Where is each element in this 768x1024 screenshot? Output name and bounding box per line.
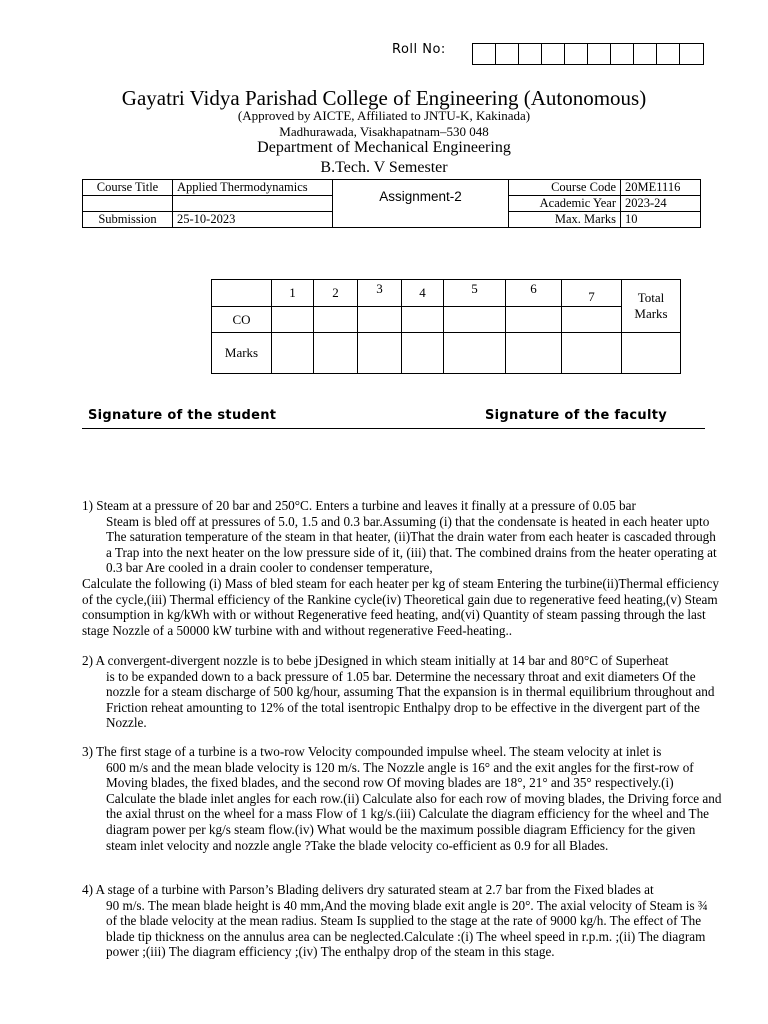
roll-no-boxes[interactable] [472, 43, 704, 65]
co-cell[interactable] [314, 307, 358, 333]
roll-no-label: Roll No: [392, 42, 446, 57]
max-marks-label: Max. Marks [509, 212, 621, 228]
empty-cell [173, 196, 333, 212]
academic-year-label: Academic Year [509, 196, 621, 212]
roll-no-box[interactable] [496, 44, 519, 64]
course-code-value: 20ME1116 [621, 180, 701, 196]
question-3-body: 600 m/s and the mean blade velocity is 120 m/s. The Nozzle angle is 16° and the exit angles for the first-row of Moving blades, the fixed blades, and the second row Of moving blades are 18°, 21° and 35° respectively.(i) Calculate the blade inlet angles for each row.(ii) Calculate also for each row of moving blades, the Driving force and the axial thrust on the wheel for a mass Flow of 1 kg/s.(iii) Calculate the diagram efficiency for the wheel and The diagram power per kg/s steam flow.(iv) What would be the maximum possible diagram Efficiency for the given steam inlet velocity and nozzle angle ?Take the blade velocity co-efficient as 0.9 for all Blades. [106, 759, 722, 853]
question-2-first-line: 2) A convergent-divergent nozzle is to bebe jDesigned in which steam initially at 14 bar and 80°C of Superheat [82, 653, 669, 668]
course-info-table [82, 179, 701, 228]
empty-cell [83, 196, 173, 212]
marks-cell[interactable] [506, 333, 562, 374]
question-1 [82, 498, 722, 638]
co-row-label: CO [212, 307, 272, 333]
submission-value: 25-10-2023 [173, 212, 333, 228]
question-col-header: 4 [402, 280, 444, 307]
co-cell[interactable] [358, 307, 402, 333]
question-1-body: Steam is bled off at pressures of 5.0, 1.5 and 0.3 bar.Assuming (i) that the condensate is heated in each heater upto The saturation temperature of the steam in that heater, (ii)That the drain water from each heater is cascaded through a Trap into the next heater on the low pressure side of it, (iii) that. The combined drains from the heater operating at 0.3 bar Are cooled in a drain cooler to condenser temperature, [106, 513, 717, 576]
marks-cell[interactable] [272, 333, 314, 374]
marks-table [211, 279, 681, 374]
marks-cell[interactable] [314, 333, 358, 374]
roll-no-box[interactable] [473, 44, 496, 64]
question-col-header: 6 [506, 280, 562, 307]
marks-cell[interactable] [358, 333, 402, 374]
co-cell[interactable] [444, 307, 506, 333]
question-col-header: 7 [562, 280, 622, 307]
college-name: Gayatri Vidya Parishad College of Engineering (Autonomous) [121, 86, 647, 110]
marks-table-corner [212, 280, 272, 307]
semester-line: B.Tech. V Semester [320, 159, 448, 176]
question-col-header: 3 [358, 280, 402, 307]
course-title-value: Applied Thermodynamics [173, 180, 333, 196]
assignment-title: Assignment-2 [333, 180, 509, 228]
student-signature-label: Signature of the student [88, 408, 277, 423]
question-2-body: is to be expanded down to a back pressure of 1.05 bar. Determine the necessary throat and exit diameters Of the nozzle for a steam discharge of 500 kg/hour, assuming That the expansion is in thermal equilibrium throughout and Friction reheat amounting to 12% of the total isentropic Enthalpy drop to be effective in the divergent part of the Nozzle. [106, 668, 715, 731]
signature-divider [82, 428, 705, 429]
co-cell[interactable] [272, 307, 314, 333]
question-4-first-line: 4) A stage of a turbine with Parson’s Blading delivers dry saturated steam at 2.7 bar from the Fixed blades at [82, 882, 654, 897]
co-cell[interactable] [402, 307, 444, 333]
question-1-first-line: 1) Steam at a pressure of 20 bar and 250°C. Enters a turbine and leaves it finally at a pressure of 0.05 bar [82, 498, 636, 513]
roll-no-box[interactable] [519, 44, 542, 64]
marks-cell[interactable] [402, 333, 444, 374]
roll-no-box[interactable] [611, 44, 634, 64]
question-4-body: 90 m/s. The mean blade height is 40 mm,And the moving blade exit angle is 20°. The axial velocity of Steam is ¾ of the blade velocity at the mean radius. Steam Is supplied to the stage at the rate of 9000 kg/h. The effect of The blade tip thickness on the annulus area can be neglected.Calculate :(i) The wheel speed in r.p.m. ;(ii) The diagram power ;(iii) The diagram efficiency ;(iv) The enthalpy drop of the steam in this stage. [106, 897, 708, 960]
question-col-header: 1 [272, 280, 314, 307]
roll-no-box[interactable] [588, 44, 611, 64]
department-name: Department of Mechanical Engineering [257, 139, 511, 156]
co-cell[interactable] [562, 307, 622, 333]
question-3-first-line: 3) The first stage of a turbine is a two-row Velocity compounded impulse wheel. The steam velocity at inlet is [82, 744, 662, 759]
question-2 [82, 653, 722, 731]
address-line: Madhurawada, Visakhapatnam–530 048 [279, 124, 489, 139]
total-marks-cell[interactable] [622, 333, 681, 374]
total-marks-header [622, 280, 681, 333]
marks-cell[interactable] [562, 333, 622, 374]
question-col-header: 5 [444, 280, 506, 307]
roll-no-box[interactable] [634, 44, 657, 64]
question-3 [82, 744, 722, 853]
faculty-signature-label: Signature of the faculty [485, 408, 668, 423]
question-4 [82, 882, 722, 960]
course-title-label: Course Title [83, 180, 173, 196]
marks-label: Marks [634, 306, 668, 321]
academic-year-value: 2023-24 [621, 196, 701, 212]
course-code-label: Course Code [509, 180, 621, 196]
marks-cell[interactable] [444, 333, 506, 374]
total-label: Total [637, 290, 665, 305]
marks-row-label: Marks [212, 333, 272, 374]
approval-line: (Approved by AICTE, Affiliated to JNTU-K, Kakinada) [237, 108, 531, 123]
question-1-continuation: Calculate the following (i) Mass of bled steam for each heater per kg of steam Entering the turbine(ii)Thermal efficiency of the cycle,(iii) Thermal efficiency of the Rankine cycle(iv) Theoretical gain due to regenerative feed heating,(v) Steam consumption in kg/kWh with or without Regenerative feed heating, and(vi) Quantity of steam passing through the last stage Nozzle of a 50000 kW turbine with and without regenerative Feed-heating.. [82, 575, 719, 638]
max-marks-value: 10 [621, 212, 701, 228]
question-col-header: 2 [314, 280, 358, 307]
submission-label: Submission [83, 212, 173, 228]
roll-no-box[interactable] [542, 44, 565, 64]
roll-no-box[interactable] [680, 44, 703, 64]
co-cell[interactable] [506, 307, 562, 333]
roll-no-box[interactable] [565, 44, 588, 64]
roll-no-box[interactable] [657, 44, 680, 64]
